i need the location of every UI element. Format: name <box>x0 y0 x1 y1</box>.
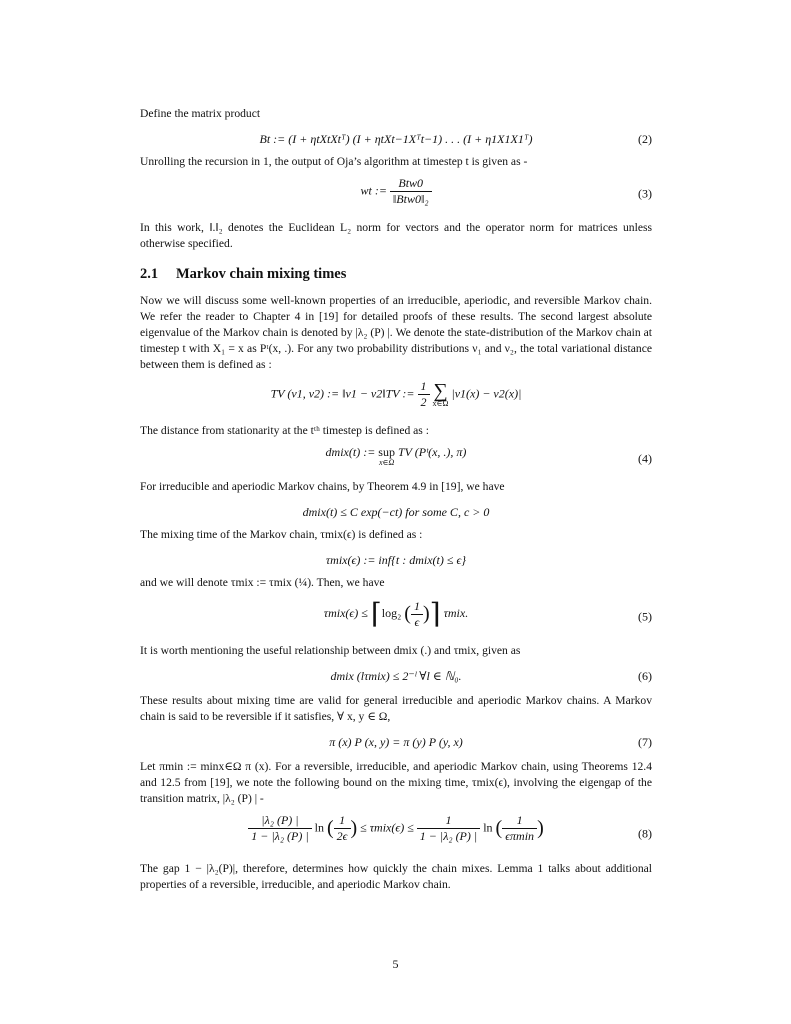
equation-lhs: wt := <box>360 183 387 198</box>
section-number: 2.1 <box>140 266 159 282</box>
equation-tv: TV (ν1, ν2) := ‖ν1 − ν2‖TV := $\frac{1}{2}$ ∑ x∈Ω |ν1(x) − ν2(x)| <box>270 379 522 409</box>
page-content <box>140 106 652 893</box>
fraction: $\frac{1}{\text{1 − |λ₂ (P) |}}$ <box>417 813 480 844</box>
paragraph: The distance from stationarity at the tᵗʰ timestep is defined as : <box>140 424 429 437</box>
equation-7: π (x) P (x, y) = π (y) P (y, x) (7) <box>140 731 652 753</box>
equation-number: (6) <box>638 669 652 683</box>
paragraph: These results about mixing time are valid for general irreducible and aperiodic Markov chains. A Markov chain is said to be reversible if it satisfies, ∀ x, y ∈ Ω, <box>140 694 652 723</box>
fraction: $\frac{1}{2}$ <box>418 379 430 410</box>
equation-8: $\frac{\text{|λ₂ (P) |}}{\text{1 − |λ₂ (P) |}}$ ln ( $\frac{1}{2\epsilon}$ ) ≤ τmix(ϵ) ≤ $\frac{1}{\text{1 − |λ₂ (P) |}}$ ln ( $\frac{1}{\epsilon\pi\min}$ ) (8) <box>140 813 652 855</box>
equation-number: (5) <box>638 609 652 624</box>
fraction: $\frac{\text{Btw0}}{\text{‖Btw0‖₂}}$ <box>390 176 432 207</box>
paragraph: Let πmin := minx∈Ω π (x). For a reversible, irreducible, and aperiodic Markov chain, using Theorems 12.4 and 12.5 from [19], we note the following bound on the mixing time, τmix(ϵ), involving the eigengap of the transition matrix, |λ₂ (P) | - <box>140 760 652 805</box>
fraction: $\frac{1}{2\epsilon}$ <box>334 813 351 844</box>
equation-number: (7) <box>638 735 652 749</box>
paragraph: It is worth mentioning the useful relationship between dmix (.) and τmix, given as <box>140 644 521 657</box>
paragraph: The mixing time of the Markov chain, τmix(ϵ) is defined as : <box>140 528 423 541</box>
equation-4: dmix(t) := sup x∈Ω TV (Pᵗ(x, .), π) (4) <box>325 445 652 467</box>
equation-6: dmix (lτmix) ≤ 2⁻ˡ ∀l ∈ ℕ₀. (6) <box>140 665 652 687</box>
equation-2 <box>140 128 652 150</box>
fraction: $\frac{1}{\epsilon\pi\min}$ <box>502 813 537 844</box>
equation-number: (2) <box>638 132 652 146</box>
equation-number: (3) <box>638 186 652 201</box>
paragraph: and we will denote τmix := τmix (¼). Then, we have <box>140 576 385 589</box>
equation-5: τmix(ϵ) ≤ ⌈log₂ ( $\frac{1}{\epsilon}$ )⌉ τmix. (5) <box>323 598 652 630</box>
section-title: Markov chain mixing times <box>176 266 347 282</box>
fraction: $\frac{\text{|λ₂ (P) |}}{\text{1 − |λ₂ (P) |}}$ <box>248 813 311 844</box>
equation-tau-def: τmix(ϵ) := inf{t : dmix(t) ≤ ϵ} <box>325 553 467 567</box>
equation-body: Bt := (I + ηtXtXtᵀ) (I + ηtXt−1Xᵀt−1) . . . (I + η1X1X1ᵀ) <box>259 132 533 146</box>
paragraph: For irreducible and aperiodic Markov chains, by Theorem 4.9 in [19], we have <box>140 480 505 493</box>
equation-bound: dmix(t) ≤ C exp(−ct) for some C, c > 0 <box>302 505 490 519</box>
equation-3 <box>140 176 652 212</box>
equation-number: (4) <box>638 451 652 466</box>
paragraph: In this work, ‖.‖₂ denotes the Euclidean L₂ norm for vectors and the operator norm for matrices unless otherwise specified. <box>140 221 652 250</box>
section-heading <box>140 266 652 283</box>
paragraph: Now we will discuss some well-known properties of an irreducible, aperiodic, and reversible Markov chain. We refer the reader to Chapter 4 in [19] for detailed proofs of these results. The second largest absolute eigenvalue of the Markov chain is denoted by |λ₂ (P) |. We denote the state-distribution of the Markov chain at timestep t with X₁ = x as Pᵗ(x, .). For any two probability distributions ν₁ and ν₂, the total variational distance between them is defined as : <box>140 294 652 371</box>
paragraph: Define the matrix product <box>140 107 261 120</box>
paragraph: The gap 1 − |λ₂(P)|, therefore, determines how quickly the chain mixes. Lemma 1 talks about additional properties of a reversible, irreducible, and aperiodic Markov chain. <box>140 862 652 891</box>
fraction: $\frac{1}{\epsilon}$ <box>411 599 423 630</box>
equation-number: (8) <box>638 826 652 841</box>
paragraph: Unrolling the recursion in 1, the output of Oja’s algorithm at timestep t is given as - <box>140 155 528 168</box>
page-number: 5 <box>392 957 399 971</box>
